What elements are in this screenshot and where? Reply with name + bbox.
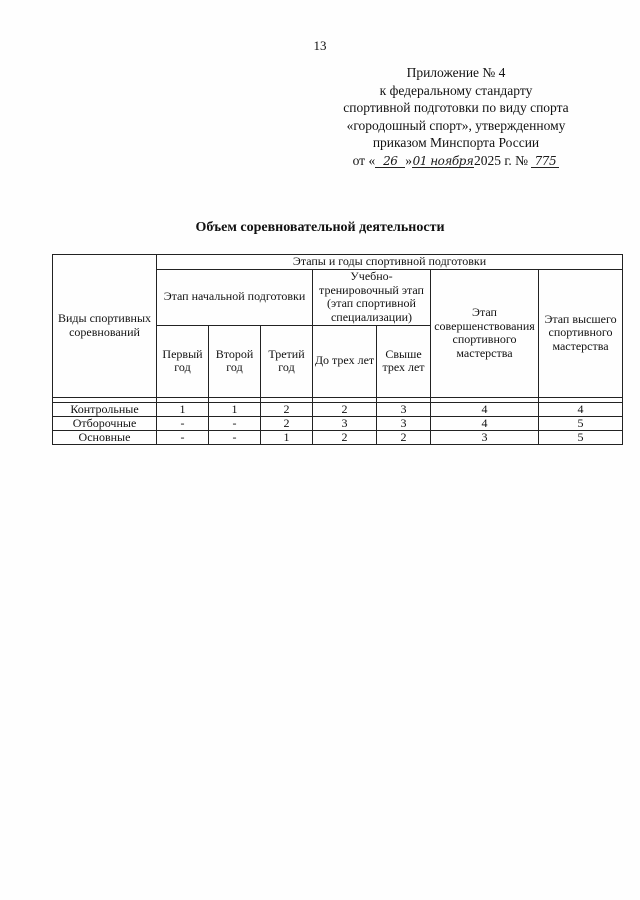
table-row <box>53 416 623 430</box>
table-cell: 2 <box>313 430 377 444</box>
handwritten-month: 01 ноября <box>412 153 474 168</box>
appendix-line: Приложение № 4 <box>406 65 506 80</box>
table-cell: - <box>157 416 209 430</box>
date-year: 2025 г. № <box>473 152 528 168</box>
header-year3: Третий год <box>261 325 313 397</box>
page-number: 13 <box>313 38 327 53</box>
table-cell: 2 <box>377 430 431 444</box>
appendix-line: к федеральному стандарту <box>379 82 533 98</box>
competition-volume-table <box>52 254 623 445</box>
table-cell: 3 <box>377 416 431 430</box>
table-cell: 2 <box>261 402 313 416</box>
handwritten-order-number: 775 <box>531 153 559 168</box>
table-cell: 4 <box>539 402 623 416</box>
table-cell: 3 <box>313 416 377 430</box>
header-stage-highest: Этап высшего спортивного мастерства <box>539 269 623 397</box>
table-cell: 2 <box>261 416 313 430</box>
header-year1: Первый год <box>157 325 209 397</box>
row-label: Основные <box>53 430 157 444</box>
table-cell: 1 <box>209 402 261 416</box>
appendix-header <box>306 64 606 170</box>
table-cell: 1 <box>261 430 313 444</box>
table-cell: - <box>157 430 209 444</box>
handwritten-day: 26 <box>375 153 405 168</box>
table-cell: 4 <box>431 416 539 430</box>
header-kinds: Виды спортивных соревнований <box>53 255 157 398</box>
table-cell: 3 <box>377 402 431 416</box>
date-prefix: от « <box>352 152 376 168</box>
header-stage-initial: Этап начальной подготовки <box>157 269 313 325</box>
date-mid: » <box>405 152 412 168</box>
header-stage-training: Учебно-тренировочный этап (этап спортивной специализации) <box>313 269 431 325</box>
header-over3: Свыше трех лет <box>377 325 431 397</box>
table-cell: 5 <box>539 416 623 430</box>
appendix-line: приказом Минспорта России <box>372 135 540 151</box>
header-stages: Этапы и годы спортивной подготовки <box>157 255 623 270</box>
document-title: Объем соревновательной деятельности <box>195 220 445 235</box>
table-row <box>53 430 623 444</box>
header-stage-perfection: Этап совершенствования спортивного мастерства <box>431 269 539 397</box>
table-cell: 5 <box>539 430 623 444</box>
table-cell: - <box>209 416 261 430</box>
table-cell: 3 <box>431 430 539 444</box>
appendix-line: спортивной подготовки по виду спорта <box>343 100 569 116</box>
appendix-line: «городошный спорт», утвержденному <box>346 117 566 133</box>
header-year2: Второй год <box>209 325 261 397</box>
table-row <box>53 402 623 416</box>
table-cell: - <box>209 430 261 444</box>
appendix-date-line <box>306 152 606 170</box>
table-cell: 2 <box>313 402 377 416</box>
header-upto3: До трех лет <box>313 325 377 397</box>
row-label: Контрольные <box>53 402 157 416</box>
row-label: Отборочные <box>53 416 157 430</box>
table-cell: 4 <box>431 402 539 416</box>
table-cell: 1 <box>157 402 209 416</box>
